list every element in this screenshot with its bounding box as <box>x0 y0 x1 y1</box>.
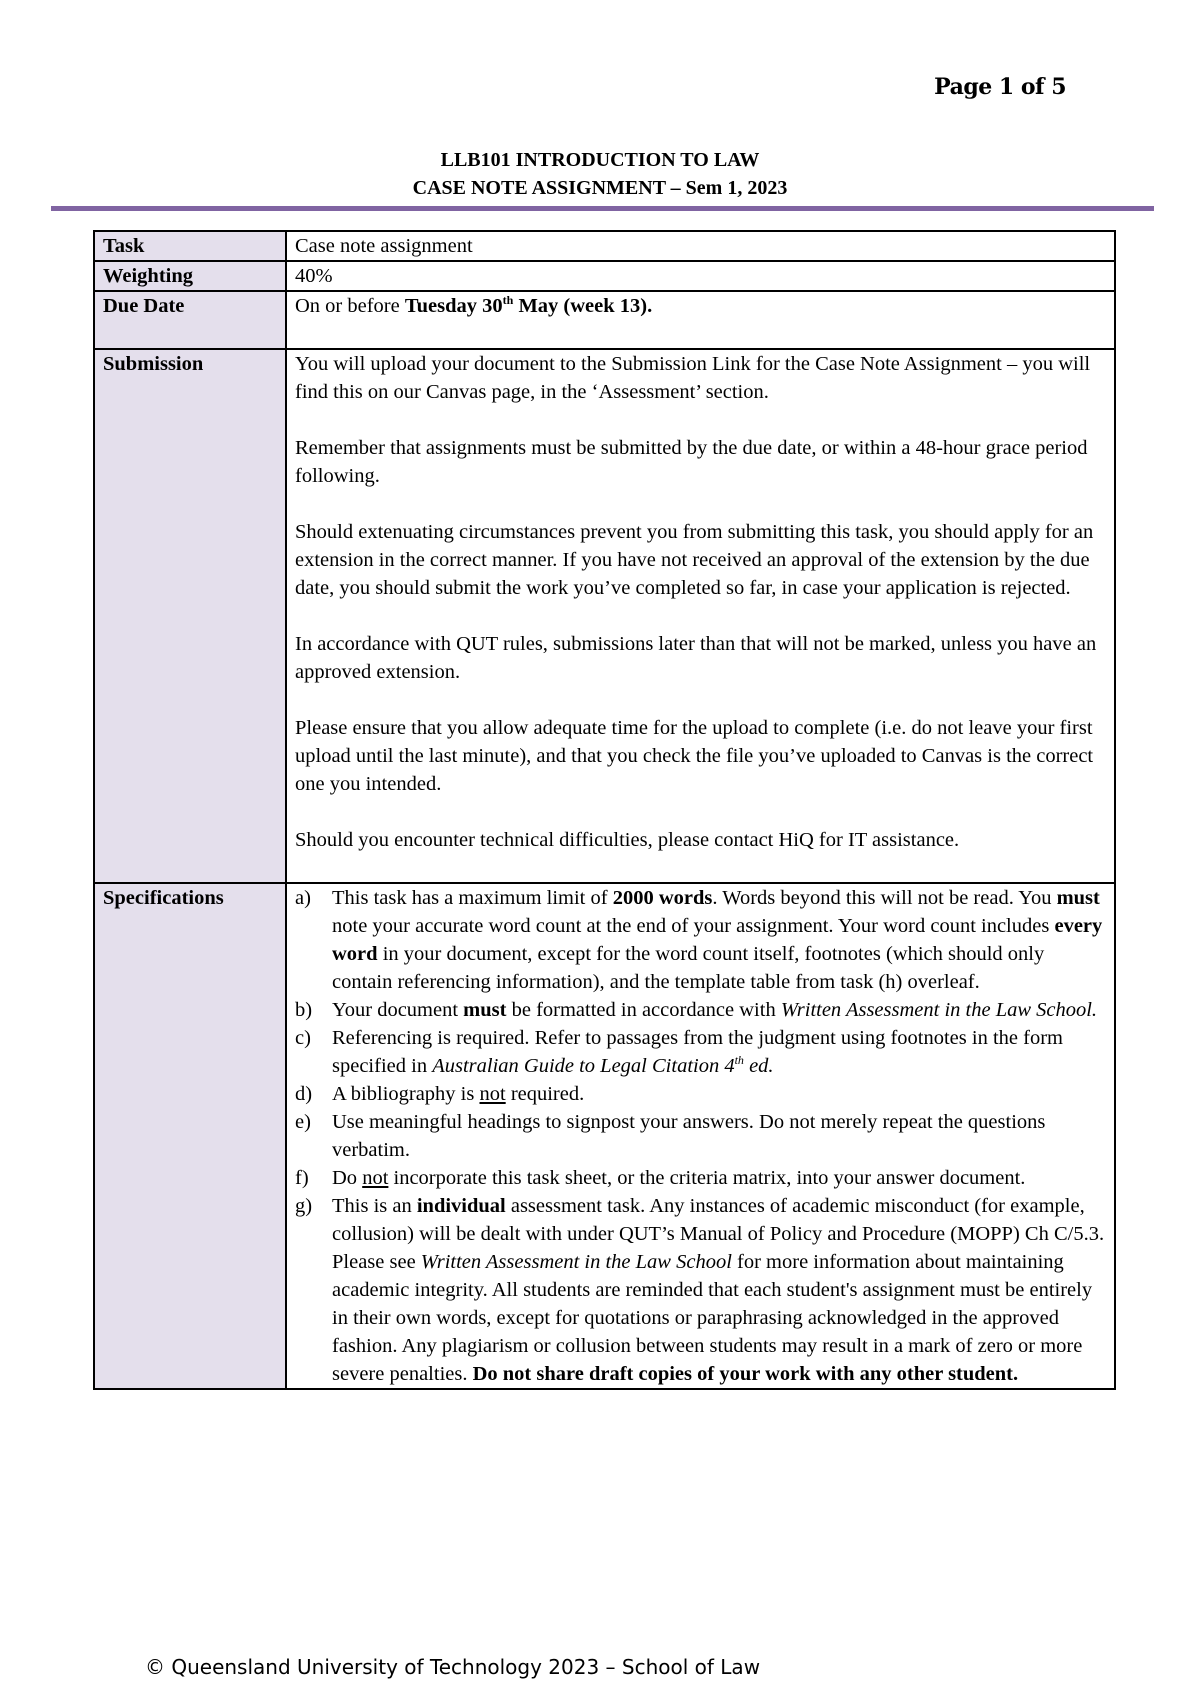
specifications-label: Specifications <box>94 883 286 1389</box>
list-item-text: Referencing is required. Refer to passages from the judgment using footnotes in the form specified in Australian Guide to Legal Citation 4th ed. <box>332 1027 1063 1077</box>
document-header <box>0 146 1200 202</box>
submission-paragraph: Remember that assignments must be submitted by the due date, or within a 48-hour grace period following. <box>295 437 1088 487</box>
table-row-submission <box>94 349 1115 883</box>
list-item <box>295 1164 1106 1192</box>
due-date-prefix: On or before <box>295 295 405 317</box>
submission-label: Submission <box>94 349 286 883</box>
list-item-letter: e) <box>295 1111 311 1133</box>
table-row-specifications <box>94 883 1115 1389</box>
weighting-value: 40% <box>286 261 1115 291</box>
list-item-text: This task has a maximum limit of 2000 words. Words beyond this will not be read. You must note your accurate word count at the end of your assignment. Your word count includes every word in your document, except for the word count itself, footnotes (which should only contain referencing information), and the template table from task (h) overleaf. <box>332 887 1103 993</box>
due-date-value <box>286 291 1115 349</box>
submission-value <box>286 349 1115 883</box>
task-value: Case note assignment <box>286 231 1115 261</box>
page-number <box>934 74 1066 100</box>
table-row-task <box>94 231 1115 261</box>
list-item <box>295 1108 1106 1164</box>
list-item-text: A bibliography is not required. <box>332 1083 585 1105</box>
weighting-label: Weighting <box>94 261 286 291</box>
list-item <box>295 884 1106 996</box>
task-label: Task <box>94 231 286 261</box>
page-number-middle: of <box>1013 74 1052 100</box>
list-item <box>295 996 1106 1024</box>
list-item-letter: f) <box>295 1167 309 1189</box>
list-item-text: Use meaningful headings to signpost your answers. Do not merely repeat the questions verbatim. <box>332 1111 1046 1161</box>
submission-paragraph: Should you encounter technical difficulties, please contact HiQ for IT assistance. <box>295 829 960 851</box>
list-item <box>295 1080 1106 1108</box>
list-item-text: Your document must be formatted in accordance with Written Assessment in the Law School. <box>332 999 1098 1021</box>
list-item-text: This is an individual assessment task. Any instances of academic misconduct (for example, collusion) will be dealt with under QUT’s Manual of Policy and Procedure (MOPP) Ch C/5.3. Please see Written Assessment in the Law School for more information about maintaining academic integrity. All students are reminded that each student's assignment must be entirely in their own words, except for quotations or paraphrasing acknowledged in the approved fashion. Any plagiarism or collusion between students may result in a mark of zero or more severe penalties. Do not share draft copies of your work with any other student. <box>332 1195 1105 1385</box>
submission-paragraph: In accordance with QUT rules, submissions later than that will not be marked, unless you have an approved extension. <box>295 633 1097 683</box>
list-item-letter: c) <box>295 1027 311 1049</box>
assignment-title: CASE NOTE ASSIGNMENT – Sem 1, 2023 <box>412 177 788 199</box>
copyright-footer: © Queensland University of Technology 2023 – School of Law <box>145 1655 761 1679</box>
page-number-current: 1 <box>998 74 1014 100</box>
list-item-letter: a) <box>295 887 311 909</box>
due-date-sup: th <box>502 293 514 308</box>
course-title: LLB101 INTRODUCTION TO LAW <box>440 149 760 171</box>
submission-paragraph: Please ensure that you allow adequate time for the upload to complete (i.e. do not leave your first upload until the last minute), and that you check the file you’ve uploaded to Canvas is the correct one you intended. <box>295 717 1094 795</box>
due-date-rest: May (week 13). <box>513 295 653 317</box>
list-item <box>295 1192 1106 1388</box>
specifications-list <box>295 884 1106 1388</box>
due-date-day <box>405 295 652 317</box>
specifications-value <box>286 883 1115 1389</box>
page-number-prefix: Page <box>934 74 999 100</box>
table-row-due-date <box>94 291 1115 349</box>
submission-paragraph: You will upload your document to the Submission Link for the Case Note Assignment – you will find this on our Canvas page, in the ‘Assessment’ section. <box>295 353 1091 403</box>
submission-paragraph: Should extenuating circumstances prevent you from submitting this task, you should apply for an extension in the correct manner. If you have not received an approval of the extension by the due date, you should submit the work you’ve completed so far, in case your application is rejected. <box>295 521 1094 599</box>
list-item-letter: g) <box>295 1195 313 1217</box>
list-item-text: Do not incorporate this task sheet, or the criteria matrix, into your answer document. <box>332 1167 1026 1189</box>
header-divider <box>51 206 1154 211</box>
due-date-label: Due Date <box>94 291 286 349</box>
list-item <box>295 1024 1106 1080</box>
table-row-weighting <box>94 261 1115 291</box>
page-number-total: 5 <box>1051 74 1066 100</box>
list-item-letter: d) <box>295 1083 313 1105</box>
due-date-day-text: Tuesday 30 <box>404 295 503 317</box>
list-item-letter: b) <box>295 999 313 1021</box>
assignment-info-table <box>93 230 1116 1390</box>
